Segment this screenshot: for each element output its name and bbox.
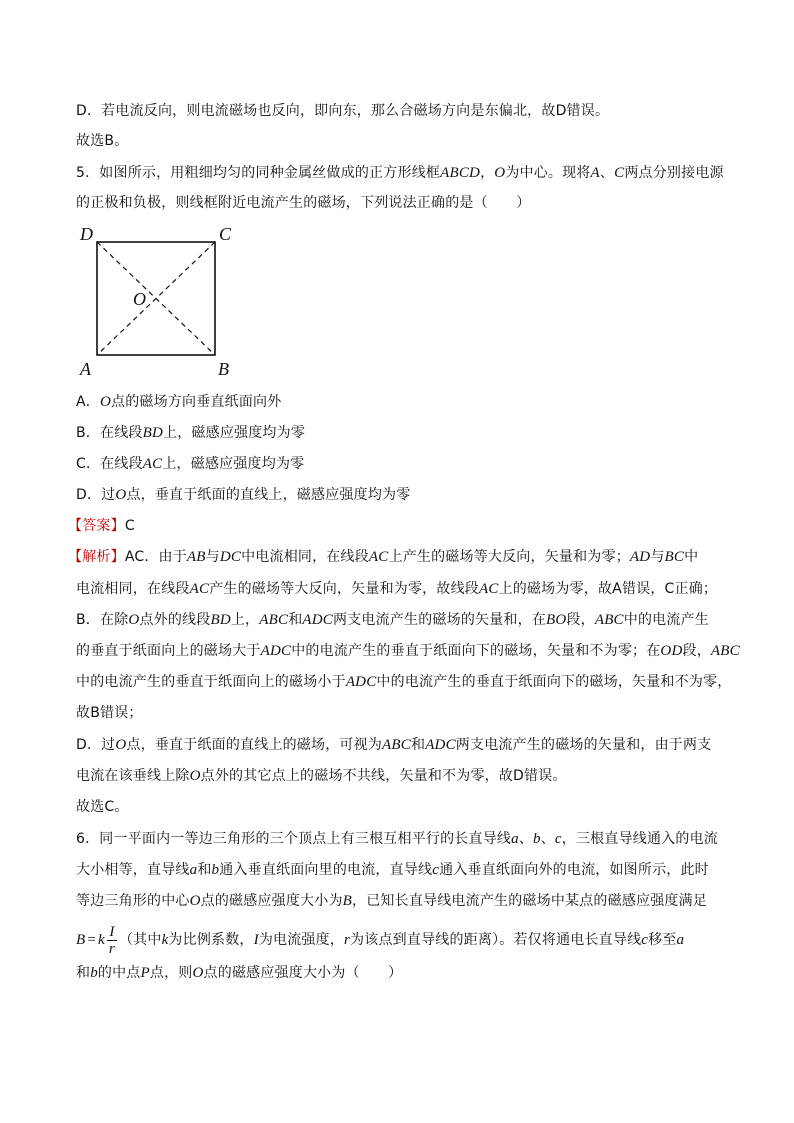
q5-analysis-line4 [76,641,740,661]
text-segment: O [128,612,140,628]
text-segment: 中 [684,549,699,565]
text-segment: 为比例系数， [168,932,254,948]
q6-stem-line2 [76,860,724,880]
text-segment: 和 [288,612,303,628]
q5-option-b [76,423,724,443]
formula-numerator: I [107,924,117,941]
text-segment: 的中点 [97,965,141,981]
square-frame-figure [76,222,246,382]
text-segment: 电流在该垂线上除 [76,768,190,784]
text-segment: 上的磁场为零，故A错误，C正确； [498,581,718,597]
text-segment: 中的电流产生 [623,612,709,628]
text-segment: 中的电流产生的垂直于纸面向下的磁场，矢量和不为零， [376,674,732,690]
text-segment: BD [210,612,231,628]
text-segment: 两支电流产生的磁场的矢量和，在 [333,612,547,628]
q5-stem-text: 5．如图所示，用粗细均匀的同种金属丝做成的正方形线框 [76,165,441,181]
text-segment: AC [189,581,210,597]
text-segment: 的垂直于纸面向上的磁场大于 [76,643,261,659]
q4-option-d-explanation: D．若电流反向，则电流磁场也反向，即向东，那么合磁场方向是东偏北，故D错误。 [76,103,610,119]
text-segment: 产生的磁场等大反向，矢量和为零，故线段 [209,581,479,597]
text-segment: c [432,862,440,878]
text-segment: 通入垂直纸面向外的电流，如图所示，此时 [439,862,709,878]
text-segment: 点，则 [149,965,193,981]
q6-stem-line1 [76,829,724,849]
text-segment: 中电流相同，在线段 [241,549,369,565]
text-segment: DC [219,549,242,565]
q6-stem-line4 [76,922,724,958]
option-letter: D．过 [76,487,116,503]
q5-option-d [76,485,724,505]
text-segment: r [344,932,351,948]
q5-stem-var-a: A [590,165,600,181]
text-segment: 中的电流产生的垂直于纸面向下的磁场，矢量和不为零；在 [291,643,661,659]
option-text: 上，磁感应强度均为零 [162,456,305,472]
option-letter: C．在线段 [76,456,143,472]
q5-stem-text: 为中心。现将 [505,165,591,181]
text-segment: ADC [425,737,456,753]
q5-option-c [76,454,724,474]
q5-analysis-line8 [76,766,724,786]
text-segment: 段， [566,612,595,628]
text-segment: AC [479,581,499,597]
formula-denominator: r [108,940,115,957]
text-segment: 为该点到直导线的距离）。若仅将通电长直导线 [350,932,642,948]
answer-value: C [124,518,135,534]
formula-fraction [107,924,117,957]
text-segment: ADC [345,674,377,690]
option-text: 上，磁感应强度均为零 [163,425,306,441]
text-segment: 和 [410,737,426,753]
formula-lhs: B [76,932,86,948]
q5-stem-text: 、 [599,165,615,181]
text-segment: 与 [205,549,220,565]
text-segment: O [115,737,127,753]
q4-conclusion: 故选B。 [76,133,129,149]
q5-analysis-line7 [76,735,724,755]
q5-stem-line1 [76,163,724,183]
text-segment: ADC [260,643,292,659]
text-segment: O [189,893,201,909]
text-segment: ABC [594,612,624,628]
label-d: D [80,224,93,244]
text-segment: 6．同一平面内一等边三角形的三个顶点上有三根互相平行的长直导线 [76,831,512,847]
label-b: B [218,359,229,379]
q5-stem-text: 两点分别接电源 [624,165,724,181]
text-segment: BC [664,549,685,565]
text-segment: O [189,768,201,784]
text-segment: I [253,932,259,948]
text-segment: 电流相同，在线段 [76,581,190,597]
text-segment: k [161,932,169,948]
text-segment: O [192,965,204,981]
q5-stem-var-c: C [614,165,625,181]
q5-analysis-line5 [76,672,732,692]
q5-stem-line2: 的正极和负极，则线框附近电流产生的磁场，下列说法正确的是（ ） [76,195,531,211]
text-segment: a [511,831,519,847]
text-segment: ABC [259,612,289,628]
text-segment: 点的磁感应强度大小为（ ） [203,965,403,981]
text-segment: D．过 [76,737,116,753]
text-segment: 点的磁感应强度大小为 [200,893,343,909]
text-segment: 段， [682,643,711,659]
text-segment: AD [629,549,651,565]
text-segment: ADC [302,612,334,628]
analysis-tag: 【解析】 [68,549,125,565]
text-segment: （其中 [118,932,162,948]
option-letter: A． [76,394,100,410]
text-segment: 中的电流产生的垂直于纸面向上的磁场小于 [76,674,346,690]
option-var: O [115,487,127,503]
label-c: C [219,224,232,244]
answer-tag: 【答案】 [68,518,125,534]
q6-stem-line5 [76,963,724,983]
text-segment: 和 [76,965,91,981]
q5-analysis-line2 [76,579,724,599]
text-segment: 上， [230,612,260,628]
q5-stem-var-o: O [494,165,506,181]
text-segment: ABC [710,643,740,659]
text-segment: B．在除 [76,612,129,628]
text-segment: 为电流强度， [258,932,345,948]
text-segment: P [140,965,150,981]
option-var: BD [142,425,164,441]
q5-stem-var-abcd: ABCD [440,165,481,181]
text-segment: 点外的线段 [139,612,211,628]
text-segment: 两支电流产生的磁场的矢量和，由于两支 [455,737,712,753]
text-segment: AC．由于 [124,549,187,565]
q5-analysis-line1 [68,547,724,567]
label-a: A [80,359,91,379]
text-segment: b [533,831,541,847]
text-segment: 点，垂直于纸面的直线上的磁场，可视为 [126,737,383,753]
text-segment: 与 [650,549,665,565]
text-segment: c [641,932,649,948]
text-segment: c [554,831,562,847]
text-segment: 等边三角形的中心 [76,893,190,909]
text-segment: OD [660,643,683,659]
text-segment: a [189,862,198,878]
text-segment: 大小相等，直导线 [76,862,190,878]
text-segment: 点外的其它点上的磁场不共线，矢量和不为零，故D错误。 [200,768,567,784]
q5-stem-text: ， [480,165,495,181]
q5-conclusion: 故选C。 [76,799,129,815]
option-var: AC [142,456,163,472]
option-text: 点，垂直于纸面的直线上，磁感应强度均为零 [126,487,411,503]
text-segment: 和 [197,862,212,878]
text-segment: BO [546,612,567,628]
q5-analysis-line6: 故B错误； [76,705,143,721]
text-segment: b [211,862,220,878]
formula-k: k [98,932,105,948]
option-letter: B．在线段 [76,425,143,441]
text-segment: ABC [382,737,411,753]
text-segment: AC [368,549,389,565]
label-o: O [133,289,146,309]
text-segment: b [90,965,98,981]
q5-analysis-line3 [76,610,724,630]
q6-stem-line3 [76,891,724,911]
text-segment: 通入垂直纸面向里的电流，直导线 [219,862,433,878]
text-segment: ，已知长直导线电流产生的磁场中某点的磁感应强度满足 [352,893,708,909]
formula-eq: = [87,932,97,948]
text-segment: B [342,893,353,909]
q5-answer [68,516,724,536]
text-segment: 移至 [648,932,677,948]
text-segment: 、 [518,831,534,847]
text-segment: ，三根直导线通入的电流 [561,831,718,847]
text-segment: AB [186,549,206,565]
text-segment: 、 [540,831,555,847]
text-segment: 上产生的磁场等大反向，矢量和为零； [388,549,630,565]
text-segment: a [676,932,685,948]
q5-option-a [76,392,724,412]
option-text: 点的磁场方向垂直纸面向外 [111,394,282,410]
option-var: O [99,394,112,410]
